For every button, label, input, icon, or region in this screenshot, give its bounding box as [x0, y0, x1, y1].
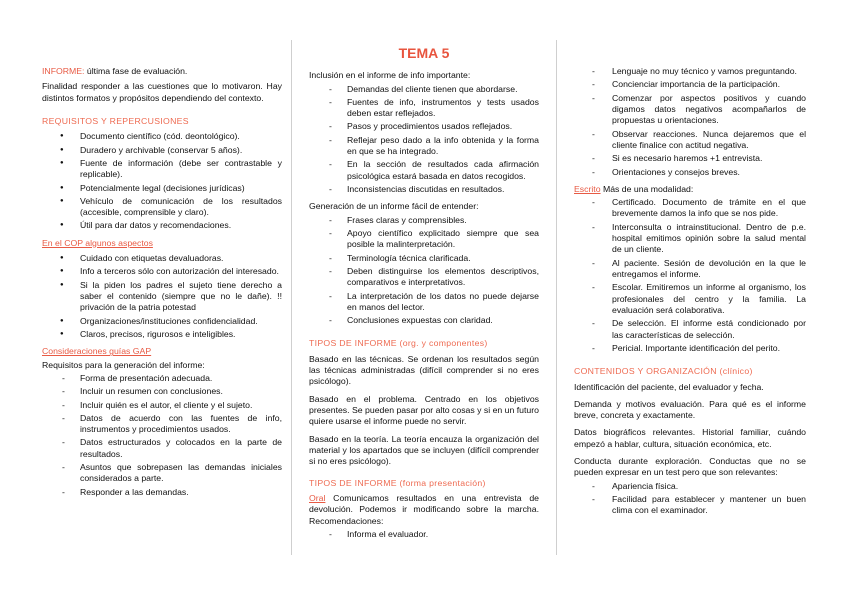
list-item: - Orientaciones y consejos breves.: [574, 167, 806, 178]
escrito-paragraph: [574, 184, 806, 195]
list-item: - Reflejar peso dado a la info obtenida y la forma en que se ha integrado.: [309, 135, 539, 158]
escrito-list: [574, 197, 806, 354]
section-title-contenidos: CONTENIDOS Y ORGANIZACIÓN (clínico): [574, 366, 753, 377]
intro-paragraph: Finalidad responder a las cuestiones que lo motivaron. Hay distintos formatos y propósitos dependiendo del contexto.: [42, 81, 282, 103]
list-item: - Asuntos que sobrepasen las demandas iniciales considerados a parte.: [42, 462, 282, 485]
section-title-cop: En el COP algunos aspectos: [42, 237, 153, 248]
list-item: - Apoyo científico explicitado siempre que sea posible la malinterpretación.: [309, 228, 539, 251]
list-item: ● Organizaciones/instituciones confidencialidad.: [42, 316, 282, 327]
list-item: - Fuentes de info, instrumentos y tests usados deben estar reflejados.: [309, 97, 539, 120]
list-item: - Terminología técnica clarificada.: [309, 253, 539, 264]
gap-intro: Requisitos para la generación del informe:: [42, 359, 205, 370]
oral-label: Oral: [309, 492, 326, 503]
list-item: ● Potencialmente legal (decisiones jurídicas): [42, 183, 282, 194]
tipos-teoria-paragraph: Basado en la teoría. La teoría encauza la organización del material y los apartados que se incluyen (difícil comprender si no eres psicólogo).: [309, 433, 539, 467]
list-item: - Incluir un resumen con conclusiones.: [42, 386, 282, 397]
list-item: - Datos de acuerdo con las fuentes de info, instrumentos y procedimientos usados.: [42, 413, 282, 436]
list-item: ● Cuidado con etiquetas devaluadoras.: [42, 253, 282, 264]
gap-list: [42, 373, 282, 498]
list-item: - Interconsulta o intrainstitucional. Dentro de p.e. hospital emitimos opinión sobre la salud mental de un cliente.: [574, 222, 806, 256]
informe-text: última fase de evaluación.: [84, 66, 188, 76]
list-item: - Certificado. Documento de trámite en el que brevemente damos la info que se nos pide.: [574, 197, 806, 220]
section-title-tipos-org: TIPOS DE INFORME (org. y componentes): [309, 338, 488, 349]
generacion-list: [309, 215, 539, 327]
contenidos-conducta: Conducta durante exploración. Conductas que no se pueden expresar en un test pero que son relevantes:: [574, 456, 806, 478]
list-item: - Lenguaje no muy técnico y vamos preguntando.: [574, 66, 806, 77]
section-title-requisitos: REQUISITOS Y REPERCUSIONES: [42, 115, 189, 126]
list-item: - Apariencia física.: [574, 481, 806, 492]
list-item: - Pericial. Importante identificación del perito.: [574, 343, 806, 354]
list-item: - Forma de presentación adecuada.: [42, 373, 282, 384]
list-item: - Si es necesario haremos +1 entrevista.: [574, 153, 806, 164]
section-title-tipos-forma: TIPOS DE INFORME (forma presentación): [309, 477, 486, 488]
list-item: - En la sección de resultados cada afirmación psicológica estará basada en datos recogidos.: [309, 159, 539, 182]
list-item: ● Vehículo de comunicación de los resultados (accesible, comprensible y claro).: [42, 196, 282, 219]
informe-definition: [42, 66, 282, 77]
contenidos-biograficos: Datos biográficos relevantes. Historial familiar, cuándo empezó a hablar, cultura, situación económica, etc.: [574, 427, 806, 449]
inclusion-intro: Inclusión en el informe de info importante:: [309, 70, 471, 81]
column-middle: [309, 44, 539, 546]
inclusion-list: [309, 84, 539, 196]
column-divider-left: [291, 40, 292, 555]
list-item: - Escolar. Emitiremos un informe al organismo, los profesionales del centro y la familia. La evaluación será colaborativa.: [574, 282, 806, 316]
list-item: - Deben distinguirse los elementos descriptivos, comparativos e interpretativos.: [309, 266, 539, 289]
conducta-list: [574, 481, 806, 517]
list-item: ● Claros, precisos, rigurosos e inteligibles.: [42, 329, 282, 340]
escrito-text: Más de una modalidad:: [600, 183, 694, 194]
list-item: - La interpretación de los datos no puede dejarse en manos del lector.: [309, 291, 539, 314]
escrito-label: Escrito: [574, 183, 601, 194]
oral-text: Comunicamos resultados en una entrevista de devolución. Podemos ir modificando sobre la marcha. Recomendaciones:: [309, 492, 539, 526]
tipos-problema-paragraph: Basado en el problema. Centrado en los objetivos presentes. Se pueden pasar por alto cosas y si en un futuro quiere usarse el informe puede no servir.: [309, 393, 539, 427]
list-item: - Incluir quién es el autor, el cliente y el sujeto.: [42, 400, 282, 411]
list-item: - Responder a las demandas.: [42, 487, 282, 498]
list-item: ● Documento científico (cód. deontológico).: [42, 131, 282, 142]
list-item: - Pasos y procedimientos usados reflejados.: [309, 121, 539, 132]
list-item: ● Útil para dar datos y recomendaciones.: [42, 220, 282, 231]
list-item: - De selección. El informe está condicionado por las características de selección.: [574, 318, 806, 341]
requisitos-list: [42, 131, 282, 232]
list-item: - Facilidad para establecer y mantener un buen clima con el examinador.: [574, 494, 806, 517]
contenidos-identificacion: Identificación del paciente, del evaluador y fecha.: [574, 381, 764, 392]
generacion-intro: Generación de un informe fácil de entender:: [309, 201, 479, 212]
oral-paragraph: [309, 493, 539, 527]
column-divider-right: [556, 40, 557, 555]
list-item: - Frases claras y comprensibles.: [309, 215, 539, 226]
section-title-gap: Consideraciones guías GAP: [42, 346, 152, 357]
page-title: TEMA 5: [398, 45, 450, 61]
list-item: - Informa el evaluador.: [309, 529, 539, 540]
list-item: ● Duradero y archivable (conservar 5 años).: [42, 145, 282, 156]
list-item: - Conclusiones expuestas con claridad.: [309, 315, 539, 326]
list-item: - Datos estructurados y colocados en la parte de resultados.: [42, 437, 282, 460]
list-item: - Concienciar importancia de la participación.: [574, 79, 806, 90]
list-item: - Observar reacciones. Nunca dejaremos que el cliente finalice con actitud negativa.: [574, 129, 806, 152]
recomendaciones-list: [574, 66, 806, 178]
column-left: [42, 66, 282, 504]
list-item: - Inconsistencias discutidas en resultados.: [309, 184, 539, 195]
informe-label: INFORME:: [42, 66, 85, 76]
column-right: [574, 66, 806, 523]
list-item: ● Fuente de información (debe ser contrastable y replicable).: [42, 158, 282, 181]
contenidos-demanda: Demanda y motivos evaluación. Para qué es el informe breve, concreta y exactamente.: [574, 398, 806, 421]
list-item: - Al paciente. Sesión de devolución en la que le entregamos el informe.: [574, 258, 806, 281]
tipos-tecnicas-paragraph: Basado en las técnicas. Se ordenan los resultados según las técnicas administradas (difícil comprender si no eres psicólogo).: [309, 353, 539, 387]
oral-list: [309, 529, 539, 540]
list-item: ● Info a terceros sólo con autorización del interesado.: [42, 266, 282, 277]
cop-list: [42, 253, 282, 340]
list-item: ● Si la piden los padres el sujeto tiene derecho a saber el contenido (siempre que no le dañe). !! privación de la patria potestad: [42, 280, 282, 314]
list-item: - Comenzar por aspectos positivos y cuando digamos datos negativos acompañarlos de propuestas u orientaciones.: [574, 93, 806, 127]
list-item: - Demandas del cliente tienen que abordarse.: [309, 84, 539, 95]
